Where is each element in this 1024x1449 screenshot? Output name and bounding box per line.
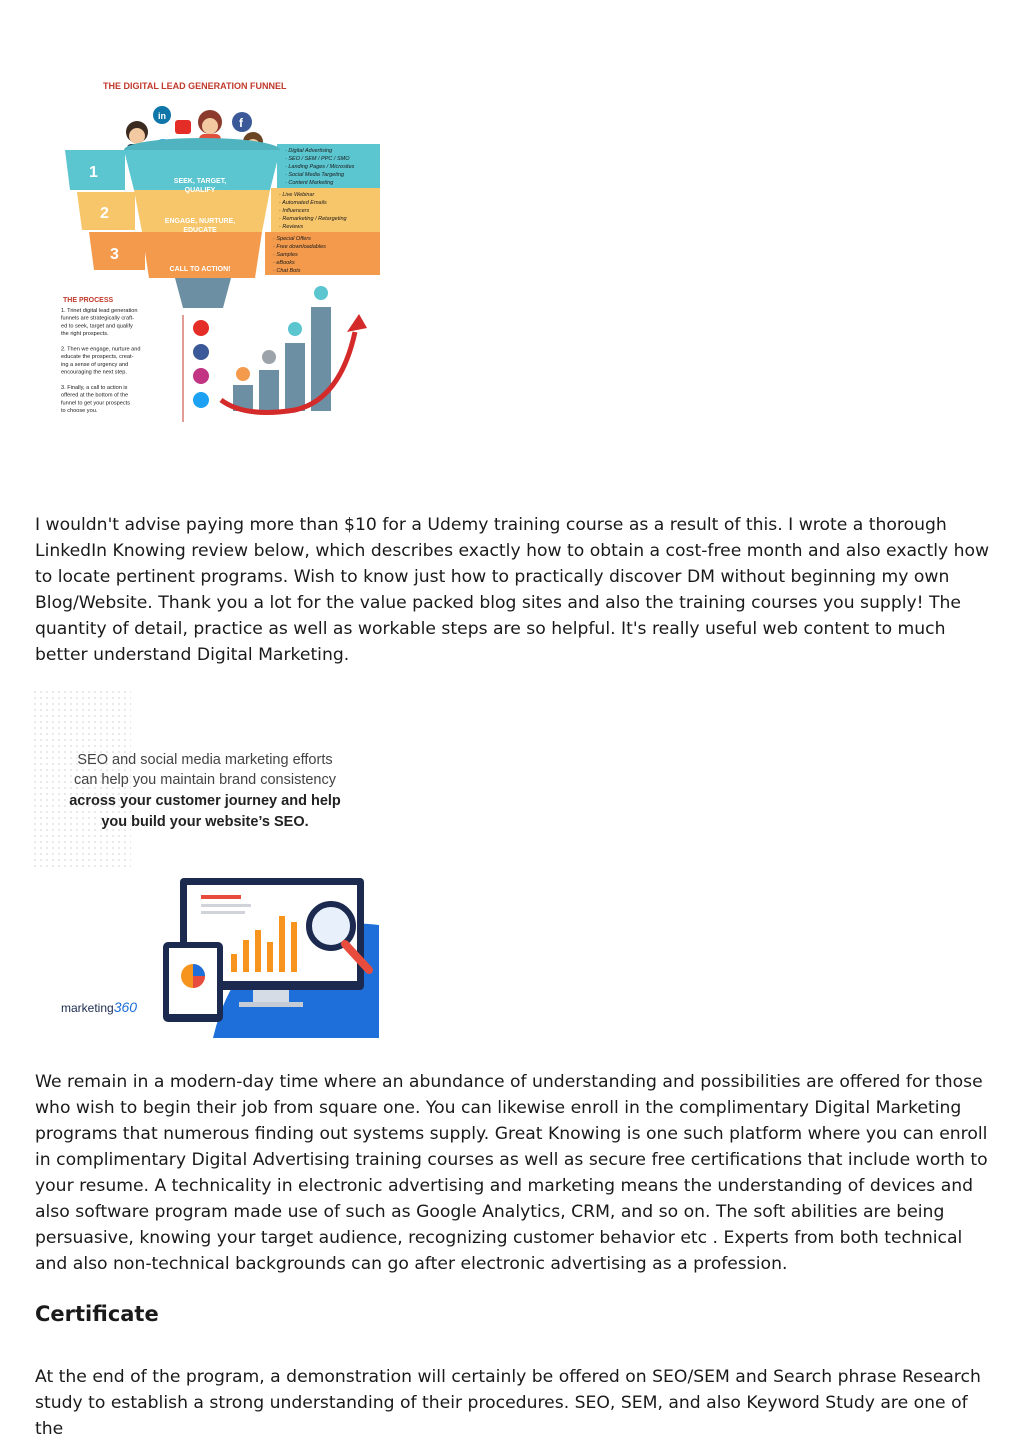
person-avatar: [288, 322, 302, 336]
stage2-label: ENGAGE, NURTURE,: [164, 218, 236, 225]
stage1-item: · SEO / SEM / PPC / SMO: [285, 156, 350, 162]
seo-illustration: [33, 690, 379, 1038]
section-heading: Certificate: [35, 1302, 159, 1326]
paragraph-3: At the end of the program, a demonstration will certainly be offered on SEO/SEM and Search phrase Research study to establish a strong understanding of their procedures. SEO, SEM, and also Keyword Study are one of the: [35, 1367, 981, 1439]
person-avatar: [236, 367, 250, 381]
stage2-item: · Reviews: [279, 224, 304, 230]
stage1-item: · Content Marketing: [285, 180, 334, 186]
seo-caption-line: SEO and social media marketing efforts: [77, 752, 333, 768]
process-line-text: funnels are strategically craft-: [61, 315, 135, 322]
chart-bar: [279, 916, 285, 972]
stage2-item: · Remarketing / Retargeting: [279, 216, 347, 222]
stage2-item: · Live Webinar: [279, 192, 315, 198]
stage3-item: · Chat Bots: [273, 268, 301, 274]
paragraph-1: I wouldn't advise paying more than $10 for a Udemy training course as a result of this. I wrote a thorough LinkedIn Knowing review below, which describes exactly how to obtain a cost-free month and also exactly how to locate pertinent programs. Wish to know just how to practically discover DM without beginning my own Blog/Website. Thank you a lot for the value packed blog sites and also the training courses you supply! The quantity of detail, practice as well as workable steps are so helpful. It's really useful web content to much better understand Digital Marketing.: [35, 515, 990, 665]
growth-bar: [259, 370, 279, 411]
process-line-text: to choose you.: [61, 408, 98, 415]
marketing360-logo: marketing360: [61, 999, 138, 1015]
funnel-stage2: [134, 190, 270, 232]
process-title: THE PROCESS: [63, 297, 114, 304]
facebook-icon: [193, 344, 209, 360]
stage1-item: · Landing Pages / Microsites: [285, 164, 355, 170]
stage2-number: 2: [100, 205, 109, 222]
process-line-text: funnel to get your prospects: [61, 400, 131, 407]
stage3-item: · Special Offers: [273, 236, 311, 242]
stage1-label: SEEK, TARGET,: [173, 178, 227, 185]
youtube-icon: [175, 120, 191, 134]
stage3-item: · Free downloadables: [273, 244, 326, 250]
svg-text:f: f: [239, 116, 243, 130]
stage3-number: 3: [110, 246, 119, 263]
chart-bar: [231, 954, 237, 972]
chart-bar: [267, 942, 273, 972]
chart-bar: [243, 940, 249, 972]
svg-text:in: in: [158, 111, 166, 121]
process-text: [61, 308, 141, 414]
lead-funnel-infographic: [55, 70, 385, 430]
person-avatar: [262, 350, 276, 364]
stage1-number: 1: [89, 164, 98, 181]
process-line-text: ing a sense of urgency and: [61, 361, 129, 368]
process-line-text: 3. Finally, a call to action is: [61, 385, 128, 391]
stage1-label: QUALIFY: [184, 187, 216, 194]
process-line-text: 1. Trinet digital lead generation: [61, 308, 138, 314]
stage3-item: · eBooks: [273, 260, 295, 266]
chart-bar: [291, 922, 297, 972]
process-line-text: ed to seek, target and qualify: [61, 323, 133, 330]
growth-bar: [285, 343, 305, 411]
funnel-title: THE DIGITAL LEAD GENERATION FUNNEL: [103, 81, 287, 91]
stage2-item: · Automated Emails: [279, 200, 327, 206]
process-line-text: offered at the bottom of the: [61, 392, 129, 399]
youtube-icon: [193, 320, 209, 336]
seo-caption-line: across your customer journey and help: [69, 793, 341, 809]
stage3-item: · Samples: [273, 252, 298, 258]
stage2-item: · Influencers: [279, 208, 310, 214]
process-line-text: the right prospects.: [61, 331, 109, 338]
process-line-text: educate the prospects, creat-: [61, 354, 134, 361]
chart-bar: [255, 930, 261, 972]
instagram-icon: [193, 368, 209, 384]
stage3-label: CALL TO ACTION!: [169, 266, 231, 273]
funnel-spout: [175, 278, 231, 308]
process-line-text: encouraging the next step.: [61, 369, 127, 376]
paragraph-2: We remain in a modern-day time where an abundance of understanding and possibilities are offered for those who wish to begin their job from square one. You can likewise enroll in the complimentary Digital Marketing programs that numerous finding out systems supply. Great Knowing is one such platform where you can enroll in complimentary Digital Advertising training courses as well as secure free certifications that include worth to your resume. A technicality in electronic advertising and marketing means the understanding of devices and also software program made use of such as Google Analytics, CRM, and so on. The soft abilities are being persuasive, knowing your target audience, recognizing customer behavior etc . Experts from both technical and also non-technical backgrounds can go after electronic advertising as a profession.: [35, 1072, 988, 1274]
stage2-label: EDUCATE: [183, 227, 217, 234]
twitter-icon: [193, 392, 209, 408]
growth-arrow-head: [347, 314, 367, 332]
person-avatar: [314, 286, 328, 300]
seo-caption-line: you build your website’s SEO.: [101, 814, 309, 830]
stage1-item: · Social Media Targeting: [285, 172, 345, 178]
stage1-item: · Digital Advertising: [285, 148, 333, 154]
seo-caption-line: can help you maintain brand consistency: [74, 772, 336, 788]
process-line-text: 2. Then we engage, nurture and: [61, 346, 141, 353]
